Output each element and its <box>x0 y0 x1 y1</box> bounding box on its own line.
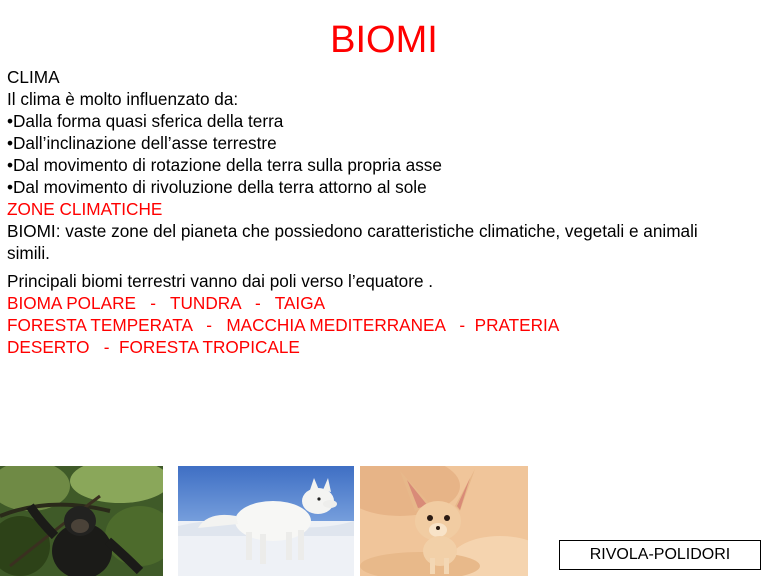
principali-text: Principali biomi terrestri vanno dai poli verso l’equatore . <box>7 271 434 291</box>
bullet-item: •Dal movimento di rivoluzione della terra attorno al sole <box>7 177 427 197</box>
heading-clima: CLIMA <box>7 67 60 87</box>
slide-title: BIOMI <box>330 19 438 61</box>
biome-line: DESERTO - FORESTA TROPICALE <box>7 337 300 357</box>
arctic-fox-photo <box>178 466 354 576</box>
biome-line: BIOMA POLARE - TUNDRA - TAIGA <box>7 293 326 313</box>
fennec-fox-photo <box>360 466 528 576</box>
intro-text: Il clima è molto influenzato da: <box>7 89 239 109</box>
zone-climatiche-heading: ZONE CLIMATICHE <box>7 199 163 219</box>
biome-line: FORESTA TEMPERATA - MACCHIA MEDITERRANEA - PRATERIA <box>7 315 560 335</box>
chimpanzee-photo <box>0 466 163 576</box>
biomi-definition: BIOMI: vaste zone del pianeta che possiedono caratteristiche climatiche, vegetali e animali simili. <box>7 221 698 263</box>
slide-body <box>7 66 757 358</box>
bullet-item: •Dalla forma quasi sferica della terra <box>7 111 284 131</box>
bullet-item: •Dal movimento di rotazione della terra sulla propria asse <box>7 155 442 175</box>
bullet-item: •Dall’inclinazione dell’asse terrestre <box>7 133 277 153</box>
author-credit-box: RIVOLA-POLIDORI <box>559 540 761 570</box>
